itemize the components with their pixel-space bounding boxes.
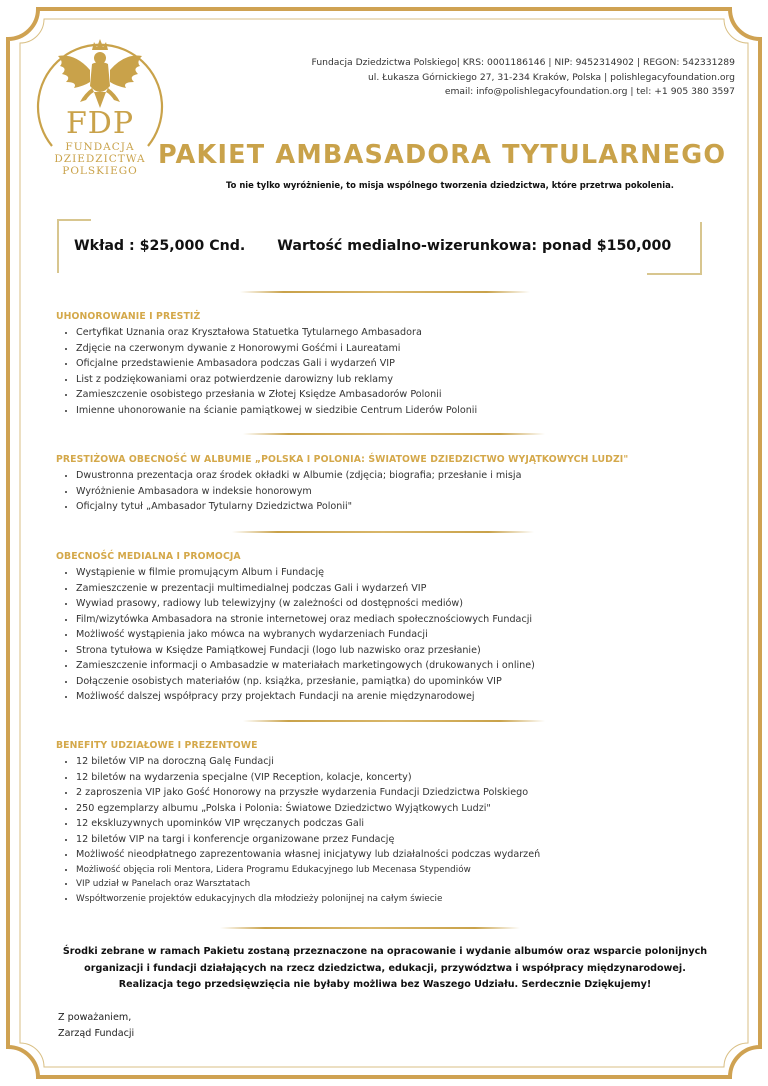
contact-email-phone-line: email: info@polishlegacyfoundation.org | tel: +1 905 380 3597 (444, 86, 735, 97)
closing-line: Realizacja tego przedsięwzięcia nie byłaby możliwa bez Waszego Udziału. Serdecznie Dziękujemy! (118, 979, 652, 990)
list-item: • 12 ekskluzywnych upominków VIP wręczanych podczas Gali (76, 816, 540, 832)
page-subtitle: To nie tylko wyróżnienie, to misja wspólnego tworzenia dziedzictwa, które przetrwa pokolenia. (226, 180, 674, 190)
list-item: • 250 egzemplarzy albumu „Polska i Polonia: Światowe Dziedzictwo Wyjątkowych Ludzi" (76, 801, 540, 817)
list-item: • Wywiad prasowy, radiowy lub telewizyjny (w zależności od dostępności mediów) (76, 596, 535, 612)
contact-address-line: ul. Łukasza Górnickiego 27, 31-234 Kraków, Polska | polishlegacyfoundation.org (367, 71, 735, 83)
eagle-right-wing (110, 56, 142, 88)
list-item: • Możliwość objęcia roli Mentora, Lidera Programu Edukacyjnego lub Mecenasa Stypendiów (76, 863, 540, 878)
section-heading-media: OBECNOŚĆ MEDIALNA I PROMOCJA (56, 551, 241, 562)
list-item: • Imienne uhonorowanie na ścianie pamiątkowej w siedzibie Centrum Liderów Polonii (76, 403, 477, 419)
signoff (58, 1010, 134, 1042)
eagle-body (90, 62, 110, 92)
section-divider (220, 927, 520, 929)
logo-name-line: FUNDACJA (65, 141, 135, 153)
contact-info (312, 56, 735, 100)
list-item: • Oficjalny tytuł „Ambasador Tytularny Dziedzictwa Polonii" (76, 499, 521, 515)
list-item: • VIP udział w Panelach oraz Warsztatach (76, 877, 540, 892)
list-item: • Wystąpienie w filmie promującym Album i Fundację (76, 565, 535, 581)
list-item: • Wyróżnienie Ambasadora w indeksie honorowym (76, 484, 521, 500)
list-item: • Film/wizytówka Ambasadora na stronie internetowej oraz mediach społecznościowych Fundacji (76, 612, 535, 628)
page-title: PAKIET AMBASADORA TYTULARNEGO (158, 140, 727, 170)
closing-line: Środki zebrane w ramach Pakietu zostaną przeznaczone na opracowanie i wydanie albumów oraz wsparcie polonijnych (62, 946, 708, 957)
bracket-right-horizontal (647, 273, 702, 275)
eagle-right-leg (106, 88, 120, 102)
list-item: • Możliwość dalszej współpracy przy projektach Fundacji na arenie międzynarodowej (76, 689, 535, 705)
bracket-left-horizontal (57, 219, 91, 221)
logo-name-line: DZIEDZICTWA (54, 153, 146, 165)
closing-line: organizacji i fundacji działających na rzecz dziedzictwa, edukacji, przywództwa i współpracy międzynarodowej. (84, 962, 686, 974)
section-divider (243, 720, 545, 722)
signoff-signature: Zarząd Fundacji (58, 1028, 135, 1039)
logo-monogram: FDP (65, 106, 135, 141)
list-item: • 12 biletów VIP na doroczną Galę Fundacji (76, 754, 540, 770)
bracket-right-vertical (700, 222, 702, 274)
foundation-logo (30, 28, 170, 178)
crown-shape (92, 39, 108, 50)
media-value: Wartość medialno-wizerunkowa: ponad $150,000 (277, 238, 672, 254)
bracket-left-vertical (57, 219, 59, 273)
section-heading-album: PRESTIŻOWA OBECNOŚĆ W ALBUMIE „POLSKA I POLONIA: ŚWIATOWE DZIEDZICTWO WYJĄTKOWYCH LUDZI" (56, 454, 629, 465)
eagle-left-wing (58, 56, 90, 88)
list-item: • 12 biletów VIP na targi i konferencje organizowane przez Fundację (76, 832, 540, 848)
list-item: • Oficjalne przedstawienie Ambasadora podczas Gali i wydarzeń VIP (76, 356, 477, 372)
list-item: • Zdjęcie na czerwonym dywanie z Honorowymi Gośćmi i Laureatami (76, 341, 477, 357)
section-divider (240, 291, 530, 293)
contact-registry-line: Fundacja Dziedzictwa Polskiego| KRS: 0001186146 | NIP: 9452314902 | REGON: 542331289 (311, 57, 735, 68)
list-item: • Współtworzenie projektów edukacyjnych dla młodzieży polonijnej na całym świecie (76, 892, 540, 907)
section-list-media (60, 565, 535, 705)
section-divider (243, 433, 545, 435)
eagle-left-leg (80, 88, 94, 102)
pricing-row (74, 238, 671, 254)
section-heading-benefits: BENEFITY UDZIAŁOWE I PREZENTOWE (56, 740, 258, 751)
list-item: • Zamieszczenie w prezentacji multimedialnej podczas Gali i wydarzeń VIP (76, 581, 535, 597)
list-item: • Dołączenie osobistych materiałów (np. książka, przesłanie, pamiątka) do upominków VIP (76, 674, 535, 690)
list-item: • 2 zaproszenia VIP jako Gość Honorowy na przyszłe wydarzenia Fundacji Dziedzictwa Polskiego (76, 785, 540, 801)
list-item: • Możliwość wystąpienia jako mówca na wybranych wydarzeniach Fundacji (76, 627, 535, 643)
section-divider (232, 531, 534, 533)
section-list-benefits (60, 754, 540, 906)
section-list-honors (60, 325, 477, 418)
list-item: • 12 biletów na wydarzenia specjalne (VIP Reception, kolacje, koncerty) (76, 770, 540, 786)
list-item: • Zamieszczenie informacji o Ambasadzie w materiałach marketingowych (drukowanych i online) (76, 658, 535, 674)
section-list-album (60, 468, 521, 515)
closing-statement (40, 944, 730, 994)
list-item: • Zamieszczenie osobistego przesłania w Złotej Księdze Ambasadorów Polonii (76, 387, 477, 403)
section-heading-honors: UHONOROWANIE I PRESTIŻ (56, 311, 201, 322)
list-item: • Strona tytułowa w Księdze Pamiątkowej Fundacji (logo lub nazwisko oraz przesłanie) (76, 643, 535, 659)
list-item: • List z podziękowaniami oraz potwierdzenie darowizny lub reklamy (76, 372, 477, 388)
list-item: • Dwustronna prezentacja oraz środek okładki w Albumie (zdjęcia; biografia; przesłanie i misja (76, 468, 521, 484)
logo-name-line: POLSKIEGO (62, 165, 138, 177)
list-item: • Możliwość nieodpłatnego zaprezentowania własnej inicjatywy lub działalności podczas wydarzeń (76, 847, 540, 863)
list-item: • Certyfikat Uznania oraz Kryształowa Statuetka Tytularnego Ambasadora (76, 325, 477, 341)
signoff-greeting: Z poważaniem, (58, 1012, 132, 1023)
contribution-amount: Wkład : $25,000 Cnd. (74, 238, 246, 254)
